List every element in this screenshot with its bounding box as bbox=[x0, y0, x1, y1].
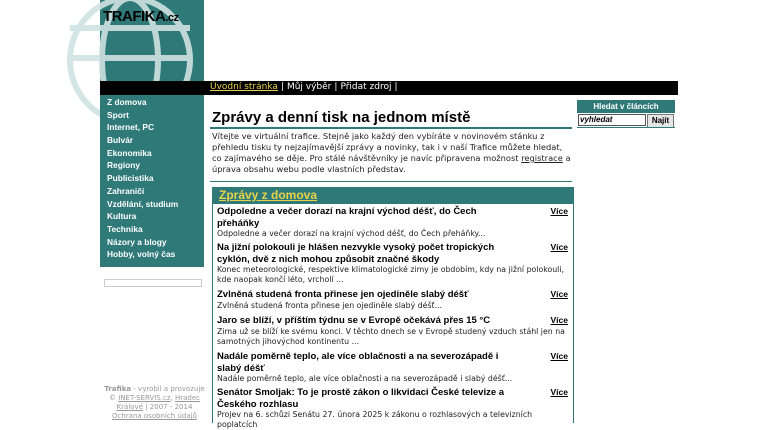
news-item-desc: Nadále poměrně teplo, ale více oblačnosti a na severozápadě i slabý déšť... bbox=[217, 374, 513, 383]
footer-years: | 2007 - 2014 bbox=[143, 403, 193, 411]
news-item-desc: Zvlněná studená fronta přinese jen ojediněle slabý déšť... bbox=[217, 300, 443, 310]
footer-brand: Trafika bbox=[104, 385, 132, 393]
sidebar-item-vzdelani[interactable]: Vzdělání, studium bbox=[107, 198, 179, 209]
news-item-title[interactable]: Odpoledne a večer dorazí na krajní východ déšť, do Čech přeháňky bbox=[217, 206, 477, 229]
intro-text-start: Vítejte ve virtuální trafice. Stejně jako každý den vybíráte v novinovém stánku z přehledu tisku ty nejzajímavější zprávy a novinky, tak i v naší Trafice můžete hledat, co zajímavého se děje. Pro stálé návštěvníky je navíc připravena možnost bbox=[212, 131, 563, 163]
news-section bbox=[212, 187, 574, 429]
search-divider bbox=[577, 127, 675, 128]
news-item bbox=[217, 351, 571, 384]
intro-text bbox=[212, 131, 572, 175]
news-item-more-link[interactable]: Více bbox=[550, 289, 568, 299]
news-item bbox=[217, 289, 571, 311]
sidebar-item-regiony[interactable]: Regiony bbox=[107, 160, 141, 171]
nav-separator: | bbox=[334, 82, 338, 92]
intro-text-end: a úprava obsahu webu podle vlastních představ. bbox=[212, 153, 571, 174]
footer-company-link[interactable]: INET-SERVIS.cz bbox=[118, 394, 171, 402]
nav-separator: | bbox=[394, 82, 398, 92]
sidebar-item-sport[interactable]: Sport bbox=[107, 109, 129, 120]
sidebar-item-technika[interactable]: Technika bbox=[107, 223, 143, 234]
top-navigation-bar bbox=[100, 81, 678, 95]
news-section-header bbox=[213, 187, 573, 204]
sidebar-item-ekonomika[interactable]: Ekonomika bbox=[107, 147, 152, 158]
news-item-title[interactable]: Nadále poměrně teplo, ale více oblačnosti a na severozápadě i slabý déšť bbox=[217, 351, 499, 374]
news-item-desc: Zima už se blíží ke svému konci. V těchto dnech se v Evropě studený vzduch stáhl jen na samotných jihovýchod kontinentu ... bbox=[217, 326, 565, 346]
news-item-more-link[interactable]: Více bbox=[550, 351, 568, 361]
page-title: Zprávy a denní tisk na jednom místě bbox=[212, 109, 471, 126]
news-item bbox=[217, 206, 571, 239]
sidebar-item-kultura[interactable]: Kultura bbox=[107, 211, 137, 222]
news-item-desc: Odpoledne a večer dorazí na krajní východ déšť, do Čech přeháňky... bbox=[217, 229, 486, 238]
category-list bbox=[100, 95, 204, 261]
news-item-title[interactable]: Jaro se blíží, v příštím týdnu se v Evropě očekává přes 15 °C bbox=[217, 315, 491, 326]
sidebar-item-internet-pc[interactable]: Internet, PC bbox=[107, 122, 154, 133]
sidebar-item-nazory-blogy[interactable]: Názory a blogy bbox=[107, 236, 167, 247]
search-input[interactable] bbox=[578, 114, 646, 126]
sidebar-item-zahranici[interactable]: Zahraničí bbox=[107, 185, 145, 196]
nav-add-source-link[interactable]: Přidat zdroj bbox=[340, 82, 392, 92]
nav-home-link[interactable]: Úvodní stránka bbox=[210, 82, 278, 92]
nav-separator: | bbox=[280, 82, 284, 92]
footer-privacy-link[interactable]: Ochrana osobních údajů bbox=[111, 412, 197, 420]
category-sidebar bbox=[100, 95, 204, 267]
footer-text: - vyrobil a provozuje bbox=[131, 385, 205, 393]
news-item-more-link[interactable]: Více bbox=[550, 387, 568, 397]
news-item-more-link[interactable]: Více bbox=[550, 315, 568, 325]
news-item-title[interactable]: Senátor Smoljak: To je prostě zákon o likvidaci České televize a Českého rozhlasu bbox=[217, 387, 505, 410]
news-item bbox=[217, 315, 571, 347]
news-item-title[interactable]: Zvlněná studená fronta přinese jen ojediněle slabý déšť bbox=[217, 289, 469, 300]
news-item-desc: Projev na 6. schůzi Senátu 27. února 2025 k zákonu o rozhlasových a televizních poplatcích bbox=[217, 410, 533, 429]
sidebar-item-bulvar[interactable]: Bulvár bbox=[107, 135, 134, 146]
registration-link[interactable]: registrace bbox=[521, 153, 563, 163]
intro-divider bbox=[210, 181, 572, 182]
news-item bbox=[217, 387, 571, 430]
news-item-title[interactable]: Na jižní polokouli je hlášen nezvykle vysoký počet tropických cyklón, dvě z nich mohou způsobit značné škody bbox=[217, 242, 495, 265]
news-item-more-link[interactable]: Více bbox=[550, 242, 568, 252]
news-section-title-link[interactable]: Zprávy z domova bbox=[219, 188, 318, 202]
news-item bbox=[217, 242, 571, 285]
footer-city-link[interactable]: Hradec Králové bbox=[116, 394, 200, 411]
news-item-more-link[interactable]: Více bbox=[550, 206, 568, 216]
nav-my-selection-link[interactable]: Můj výběr bbox=[286, 82, 332, 92]
sidebar-empty-field[interactable] bbox=[104, 279, 202, 287]
site-footer bbox=[103, 385, 206, 421]
sidebar-item-z-domova[interactable]: Z domova bbox=[107, 97, 147, 107]
news-item-desc: Konec meteorologické, respektive klimatologické zimy je obdobím, kdy na jižní polokouli, kde naopak končí léto, vrcholí ... bbox=[217, 265, 564, 284]
top-nav bbox=[210, 81, 401, 95]
title-divider bbox=[210, 127, 572, 129]
search-button[interactable]: Najít bbox=[647, 114, 674, 128]
footer-copy: © bbox=[108, 394, 116, 402]
logo-text: TRAFIKA.cz bbox=[103, 8, 179, 25]
search-box-title: Hledat v článcích bbox=[577, 100, 675, 113]
footer-comma: , bbox=[170, 394, 173, 402]
site-logo[interactable] bbox=[100, 0, 204, 81]
sidebar-item-hobby[interactable]: Hobby, volný čas bbox=[107, 249, 176, 260]
sidebar-item-publicistika[interactable]: Publicistika bbox=[107, 173, 154, 184]
